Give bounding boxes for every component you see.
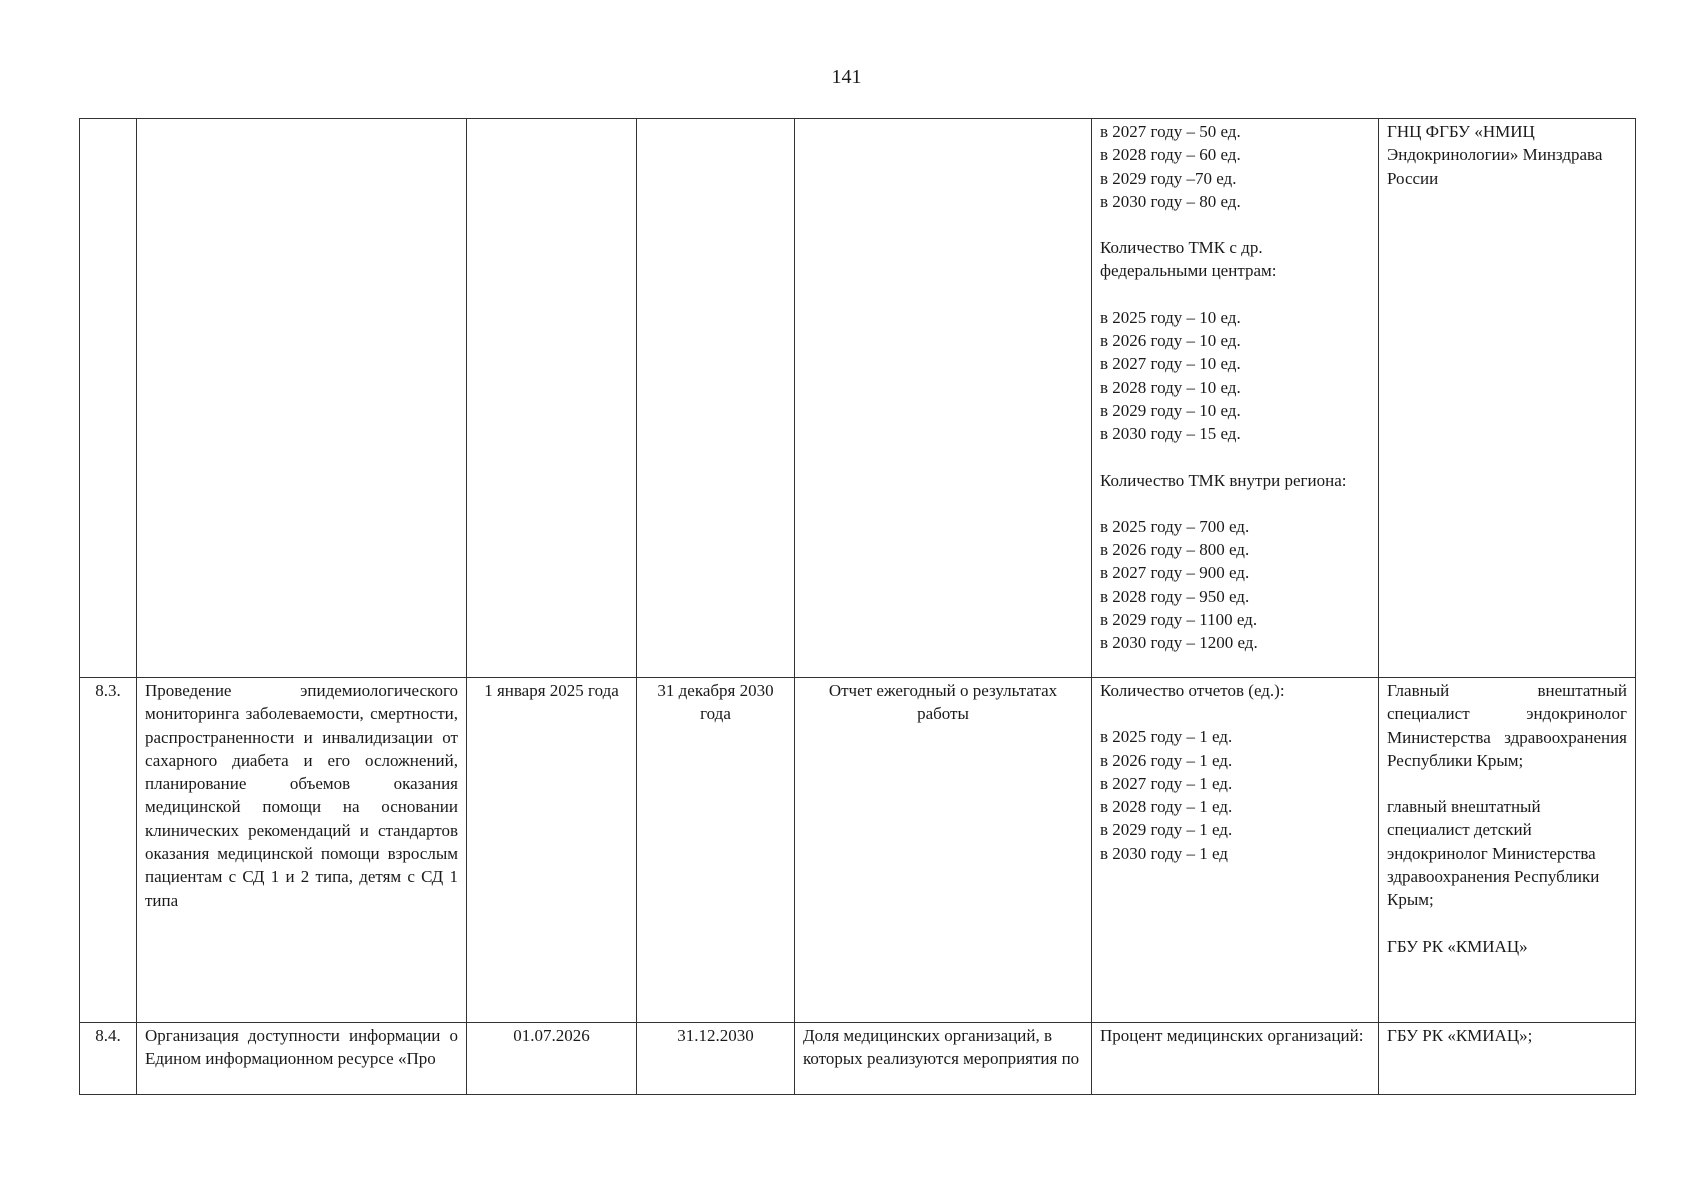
indicator-line: в 2030 году – 1 ед (1100, 843, 1228, 863)
cell-responsible: ГНЦ ФГБУ «НМИЦ Эндокринологии» Минздрава России (1379, 119, 1636, 678)
table-row-8-4 (80, 1023, 1636, 1095)
indicator-line: в 2028 году – 10 ед. (1100, 377, 1241, 397)
cell-indicator: Процент медицинских организаций: (1092, 1023, 1379, 1095)
responsible-entry: Главный внештатный специалист эндокринолог Министерства здравоохранения Республики Крым; (1387, 681, 1627, 770)
indicator-line: в 2027 году – 10 ед. (1100, 354, 1241, 374)
cell-responsible (1379, 678, 1636, 1023)
indicator-line: в 2029 году –70 ед. (1100, 168, 1237, 188)
cell-indicator (1092, 678, 1379, 1023)
cell-num: 8.4. (80, 1023, 137, 1095)
cell-start: 01.07.2026 (467, 1023, 637, 1095)
indicator-line: в 2030 году – 15 ед. (1100, 424, 1241, 444)
indicator-heading: Количество ТМК с др. федеральными центрам: (1100, 238, 1277, 281)
page-number: 141 (831, 66, 862, 88)
cell-num: 8.3. (80, 678, 137, 1023)
indicator-line: в 2026 году – 1 ед. (1100, 750, 1233, 770)
cell-indicator (1092, 119, 1379, 678)
indicator-heading: Количество отчетов (ед.): (1100, 681, 1285, 700)
cell-end: 31.12.2030 (637, 1023, 795, 1095)
indicator-line: в 2027 году – 900 ед. (1100, 563, 1250, 583)
indicator-line: в 2028 году – 1 ед. (1100, 797, 1233, 817)
indicator-line: в 2029 году – 1100 ед. (1100, 610, 1258, 630)
cell-responsible: ГБУ РК «КМИАЦ»; (1379, 1023, 1636, 1095)
indicator-line: в 2027 году – 1 ед. (1100, 773, 1233, 793)
indicator-line: в 2025 году – 700 ед. (1100, 516, 1250, 536)
cell-end (637, 119, 795, 678)
cell-activity: Проведение эпидемиологического мониторинга заболеваемости, смертности, распространенности и инвалидизации от сахарного диабета и его осложнений, планирование объемов оказания медицинской помощи на основании клинических рекомендаций и стандартов оказания медицинской помощи взрослым пациентам с СД 1 и 2 типа, детям с СД 1 типа (137, 678, 467, 1023)
cell-end: 31 декабря 2030 года (637, 678, 795, 1023)
indicator-heading: Количество ТМК внутри региона: (1100, 470, 1347, 490)
cell-result: Отчет ежегодный о результатах работы (795, 678, 1092, 1023)
cell-result: Доля медицинских организаций, в которых реализуются мероприятия по (795, 1023, 1092, 1095)
responsible-entry: главный внештатный специалист детский эндокринолог Министерства здравоохранения Республики Крым; (1387, 797, 1600, 910)
indicator-line: в 2026 году – 10 ед. (1100, 331, 1241, 351)
indicator-line: в 2030 году – 80 ед. (1100, 191, 1241, 211)
indicator-line: в 2029 году – 10 ед. (1100, 400, 1241, 420)
indicator-line: в 2026 году – 800 ед. (1100, 540, 1250, 560)
table-row-8-3 (80, 678, 1636, 1023)
table-row-continuation (80, 119, 1636, 678)
indicator-line: в 2028 году – 60 ед. (1100, 145, 1241, 165)
measures-table (79, 118, 1636, 1095)
cell-activity: Организация доступности информации о Едином информационном ресурсе «Про (137, 1023, 467, 1095)
indicator-line: в 2025 году – 1 ед. (1100, 727, 1233, 747)
indicator-line: в 2029 году – 1 ед. (1100, 820, 1233, 840)
responsible-entry: ГБУ РК «КМИАЦ» (1387, 936, 1528, 956)
cell-num (80, 119, 137, 678)
indicator-line: в 2028 году – 950 ед. (1100, 586, 1250, 606)
cell-start: 1 января 2025 года (467, 678, 637, 1023)
cell-activity (137, 119, 467, 678)
cell-result (795, 119, 1092, 678)
indicator-line: в 2025 году – 10 ед. (1100, 307, 1241, 327)
indicator-line: в 2027 году – 50 ед. (1100, 122, 1241, 141)
indicator-line: в 2030 году – 1200 ед. (1100, 633, 1258, 653)
cell-start (467, 119, 637, 678)
